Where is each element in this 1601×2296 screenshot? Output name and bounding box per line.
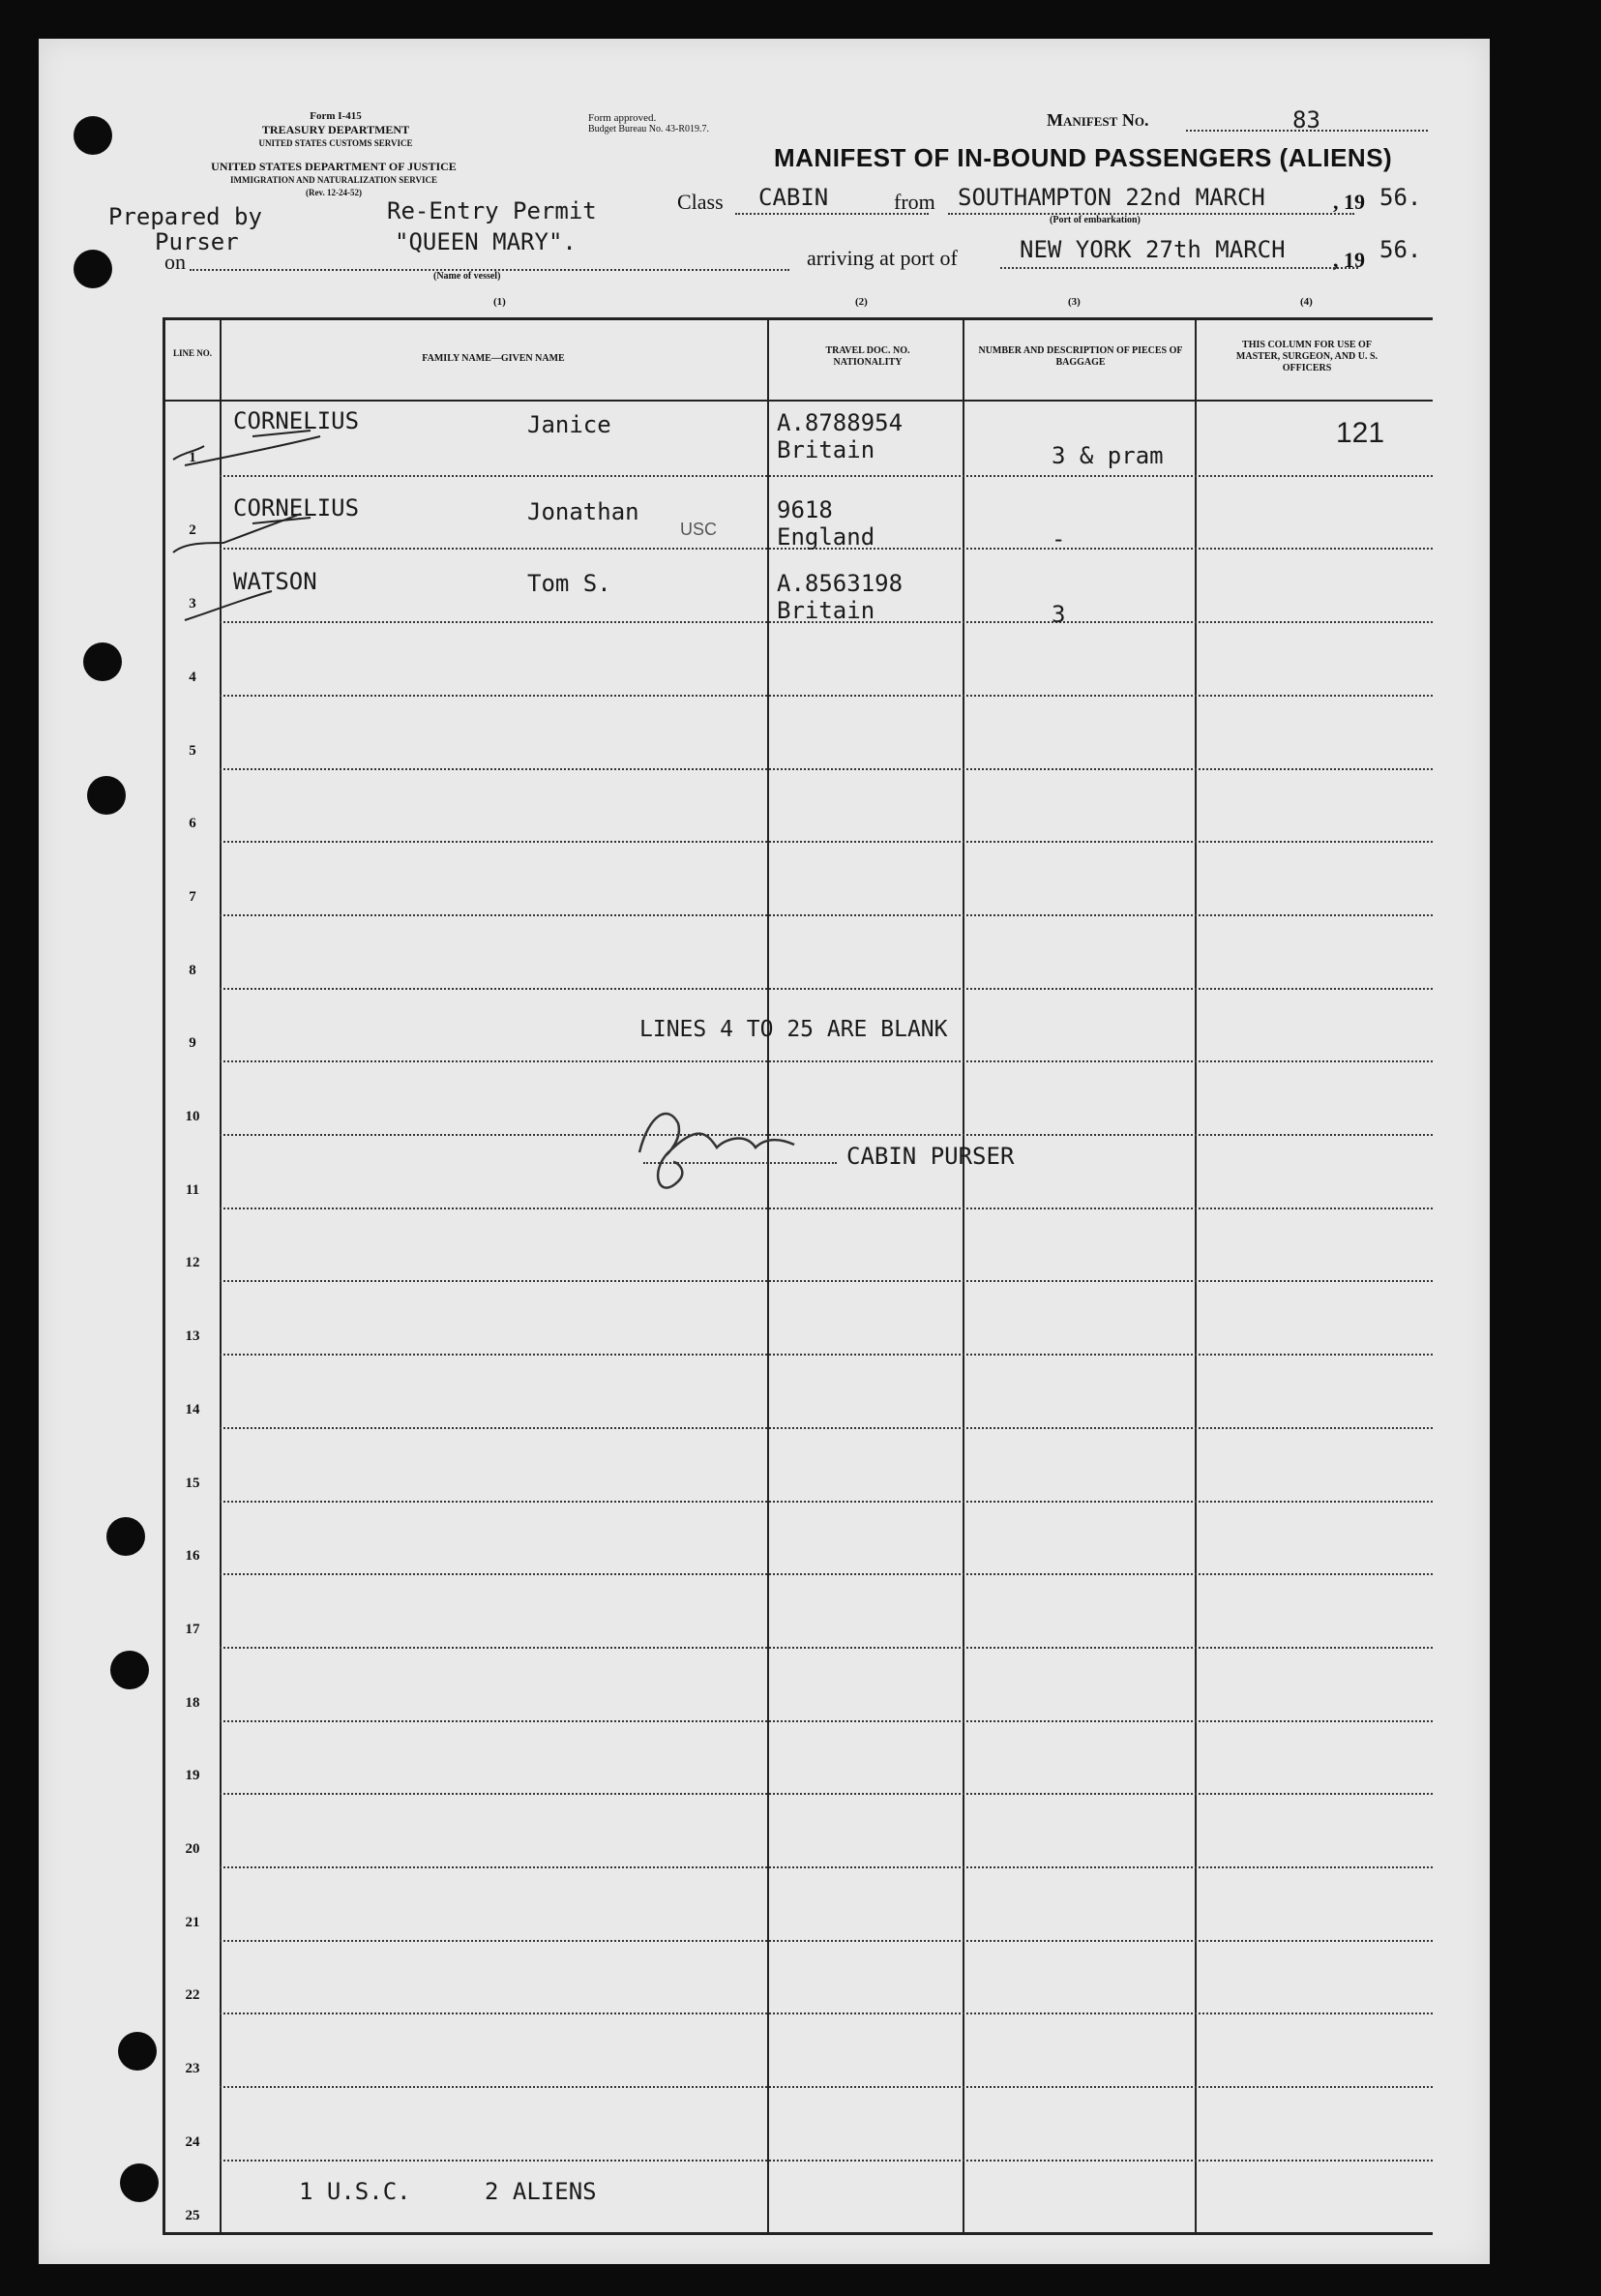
vessel-name: "QUEEN MARY". (395, 228, 577, 255)
row-rule (220, 1720, 1433, 1722)
row-2-nationality: England (777, 523, 875, 551)
row-1-baggage: 3 & pram (1052, 442, 1164, 469)
line-number: 23 (185, 2061, 200, 2077)
row-rule (220, 1354, 1433, 1356)
row-1-nationality: Britain (777, 436, 875, 463)
row-1-family: CORNELIUS (233, 407, 360, 434)
row-2-usc-note: USC (680, 520, 718, 539)
punch-hole (87, 776, 126, 815)
punch-hole (110, 1651, 149, 1689)
header-officers: THIS COLUMN FOR USE OF MASTER, SURGEON, AND U. S. OFFICERS (1235, 340, 1379, 373)
row-rule (220, 1573, 1433, 1575)
line-number: 16 (185, 1548, 200, 1565)
line-number: 3 (189, 596, 196, 612)
punch-hole (120, 2163, 159, 2202)
row-rule (220, 988, 1433, 990)
line-number: 5 (189, 742, 196, 759)
from-label: from (894, 190, 935, 214)
line-number: 19 (185, 1768, 200, 1784)
line-number: 18 (185, 1694, 200, 1711)
from-year-prefix: , 19 (1333, 190, 1365, 214)
row-1-doc: A.8788954 (777, 409, 904, 436)
line-number: 25 (185, 2207, 200, 2223)
port-embarkation-caption: (Port of embarkation) (1050, 215, 1141, 225)
line-number: 11 (185, 1181, 200, 1198)
line-number: 21 (185, 1914, 200, 1930)
line-number: 12 (185, 1255, 200, 1271)
summary-aliens: 2 ALIENS (485, 2178, 597, 2205)
row-rule (220, 841, 1433, 843)
line-number: 17 (185, 1621, 200, 1637)
row-3-baggage: 3 (1052, 601, 1066, 628)
row-3-given: Tom S. (527, 570, 611, 597)
column-number-1: (1) (493, 296, 506, 308)
row-3-family: WATSON (233, 568, 317, 595)
vessel-caption: (Name of vessel) (433, 271, 501, 282)
line-number: 7 (189, 888, 196, 905)
punch-hole (74, 250, 112, 288)
form-approved: Form approved. (588, 112, 657, 124)
from-year: 56. (1379, 184, 1422, 211)
summary-usc: 1 U.S.C. (299, 2178, 411, 2205)
class-value: CABIN (758, 184, 829, 211)
punch-hole (106, 1517, 145, 1556)
line-number: 9 (189, 1035, 196, 1052)
class-label: Class (677, 190, 724, 214)
row-3-doc: A.8563198 (777, 570, 904, 597)
row-2-doc: 9618 (777, 496, 833, 523)
line-number: 6 (189, 816, 196, 832)
row-rule (220, 1793, 1433, 1795)
cabin-purser-label: CABIN PURSER (846, 1143, 1015, 1170)
purser-signature (620, 1094, 814, 1201)
row-rule (220, 1134, 1433, 1136)
line-number: 10 (185, 1109, 200, 1124)
column-number-4: (4) (1300, 296, 1313, 308)
line-number: 4 (189, 669, 196, 685)
revision: (Rev. 12-24-52) (306, 188, 362, 197)
header-line-no: LINE NO. (172, 348, 212, 358)
row-1-given: Janice (527, 411, 611, 438)
passenger-table (163, 317, 1433, 2235)
port-embarkation-date: SOUTHAMPTON 22nd MARCH (958, 184, 1265, 211)
line-number: 22 (185, 1987, 200, 2004)
punch-hole (118, 2032, 157, 2071)
column-number-3: (3) (1068, 296, 1081, 308)
row-2-baggage: - (1052, 525, 1066, 552)
row-rule (220, 1940, 1433, 1942)
justice-dept: UNITED STATES DEPARTMENT OF JUSTICE (211, 160, 457, 173)
row-rule (220, 1647, 1433, 1649)
header-name: FAMILY NAME—GIVEN NAME (422, 353, 565, 364)
row-rule (220, 695, 1433, 697)
row-2-given: Jonathan (527, 498, 639, 525)
manifest-number: 83 (1292, 106, 1320, 134)
arrive-year: 56. (1379, 236, 1422, 263)
row-3-nationality: Britain (777, 597, 875, 624)
arriving-label: arriving at port of (807, 246, 958, 270)
row-rule (220, 1866, 1433, 1868)
line-number: 2 (189, 522, 196, 539)
line-number: 13 (185, 1328, 200, 1345)
header-travel-doc: TRAVEL DOC. NO. NATIONALITY (825, 345, 910, 368)
check-marks (165, 398, 456, 659)
header-baggage: NUMBER AND DESCRIPTION OF PIECES OF BAGGAGE (978, 345, 1183, 368)
row-rule (220, 2013, 1433, 2014)
ins-service: IMMIGRATION AND NATURALIZATION SERVICE (230, 175, 437, 185)
prepared-by: Prepared by (108, 203, 262, 230)
row-rule (220, 2160, 1433, 2162)
line-number: 15 (185, 1475, 200, 1491)
line-number: 20 (185, 1841, 200, 1857)
treasury-dept: TREASURY DEPARTMENT (261, 123, 410, 136)
line-number: 8 (189, 962, 196, 978)
line-number: 14 (185, 1401, 200, 1417)
row-rule (220, 1280, 1433, 1282)
punch-hole (83, 642, 122, 681)
line-number: 1 (189, 449, 196, 465)
manifest-title: MANIFEST OF IN-BOUND PASSENGERS (ALIENS) (774, 143, 1393, 172)
manifest-label: Manifest No. (1047, 110, 1149, 130)
arrival-port-date: NEW YORK 27th MARCH (1020, 236, 1286, 263)
row-rule (220, 2086, 1433, 2088)
blank-lines-note: LINES 4 TO 25 ARE BLANK (639, 1017, 948, 1042)
column-number-2: (2) (855, 296, 868, 308)
line-number: 24 (185, 2133, 200, 2150)
row-2-family: CORNELIUS (233, 494, 360, 522)
row-rule (220, 768, 1433, 770)
customs-service: UNITED STATES CUSTOMS SERVICE (258, 138, 413, 148)
on-label: on (164, 250, 186, 274)
re-entry-permit: Re-Entry Permit (387, 197, 597, 224)
row-rule (220, 1060, 1433, 1062)
budget-bureau: Budget Bureau No. 43-R019.7. (588, 124, 709, 134)
purser: Purser (155, 228, 239, 255)
row-rule (220, 1501, 1433, 1503)
form-number: Form I-415 (310, 110, 362, 122)
row-1-officer-number: 121 (1336, 417, 1385, 449)
row-rule (220, 1427, 1433, 1429)
row-rule (220, 1208, 1433, 1209)
punch-hole (74, 116, 112, 155)
arrive-year-prefix: , 19 (1333, 248, 1365, 272)
row-rule (220, 914, 1433, 916)
